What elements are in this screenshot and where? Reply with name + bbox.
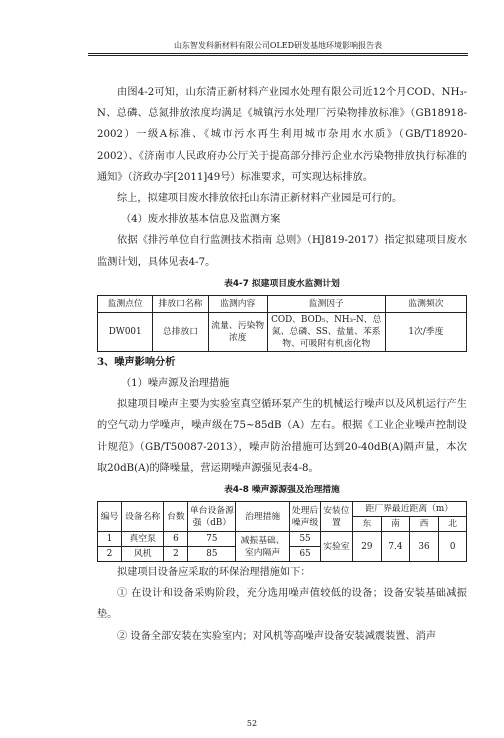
table-header-cell: 单台设备源强（dB） [188,502,236,532]
paragraph-wastewater-compliance: 由图4-2可知，山东清正新材料产业园水处理有限公司近12个月COD、NH₃-N、总磷、总氮排放浓度均满足《城镇污水处理厂污染物排放标准》（GB18918-2002）一级A标准、《城市污水再生利用城市杂用水水质》（GB/T18920-2002）、《济南市人民政府办公厅关于提高部分排污企业水污染物排放执行标准的通知》（济政办字[2011]49号）标准要求，可实现达标排放。 [97,87,467,183]
table-row [98,532,467,547]
table-header-cell: 排放口名称 [153,295,208,312]
table-header-cell: 西 [409,517,439,532]
paragraph-measure-2: ② 设备全部安装在实验室内；对风机等高噪声设备安装减震装置、消声 [117,630,437,642]
paragraph-measures-intro: 拟建项目设备应采取的环保治理措施如下： [117,567,311,579]
header-rule-thin [88,55,468,56]
table-header-row [98,502,467,517]
header-rule [88,53,468,54]
table-header-cell: 台数 [164,502,188,532]
table-header-cell: 监测频次 [385,295,466,312]
table-header-cell: 编号 [98,502,122,532]
wastewater-monitoring-table [97,295,467,352]
table-cell: 75 [188,532,236,547]
table-cell: 2 [98,547,122,562]
table-cell: 1 [98,532,122,547]
table-cell: 36 [409,532,439,562]
table-cell: 减振基础、室内隔声 [236,532,290,562]
table-cell: 85 [188,547,236,562]
table-header-cell: 北 [439,517,467,532]
paragraph-subheading-monitoring: （4）废水排放基本信息及监测方案 [121,214,281,226]
table-cell: 1次/季度 [385,312,466,351]
table-cell: 流量、污染物浓度 [208,312,267,351]
table-cell: 29 [352,532,382,562]
table-header-cell: 监测内容 [208,295,267,312]
page-number: 52 [246,719,258,728]
table-cell: 7.4 [382,532,410,562]
table-cell: 55 [289,532,320,547]
table-header-cell: 监测因子 [267,295,385,312]
table-caption-4-7: 表4-7 拟建项目废水监测计划 [224,278,340,289]
table-cell: 总排放口 [153,312,208,351]
document-body [97,82,467,647]
table-cell: 6 [164,532,188,547]
paragraph-monitoring-plan: 依据《排污单位自行监测技术指南 总则》（HJ819-2017）指定拟建项目废水监测计划，具体见表4-7。 [97,235,467,268]
table-header-cell: 东 [352,517,382,532]
table-cell: 0 [439,532,467,562]
paragraph-measure-1: ① 在设计和设备采购阶段，充分选用噪声值较低的设备；设备安装基础减振垫。 [97,588,467,621]
table-header-cell: 监测点位 [98,295,153,312]
table-header-row [98,295,467,312]
table-cell: 实验室 [321,532,352,562]
paragraph-subheading-noise-source: （1）噪声源及治理措施 [121,378,230,390]
table-header-cell: 南 [382,517,410,532]
table-row [98,312,467,351]
page-header: 山东智发科新材料有限公司OLED研发基地环境影响报告表 [173,41,383,50]
table-caption-4-8: 表4-8 噪声源源强及治理措施 [224,485,340,496]
noise-source-table [97,501,467,562]
table-cell: COD、BOD₅、NH₃-N、总氮、总磷、SS、盐量、苯系物、可吸附有机卤化物 [267,312,385,351]
paragraph-noise-description: 拟建项目噪声主要为实验室真空循环泵产生的机械运行噪声以及风机运行产生的空气动力学噪声，噪声级在75~85dB（A）左右。根据《工业企业噪声控制设计规范》（GB/T50087-2013），噪声防治措施可达到20-40dB(A)隔声量，本次取20dB(A)的降噪量，营运期噪声源强见表4-8。 [97,399,467,474]
table-header-cell: 设备名称 [121,502,163,532]
table-header-cell: 距厂界最近距离（m） [352,502,466,517]
paragraph-conclusion: 综上，拟建项目废水排放依托山东清正新材料产业园是可行的。 [117,193,403,205]
table-header-cell: 治理措施 [236,502,290,532]
table-header-cell: 安装位置 [321,502,352,532]
table-cell: 65 [289,547,320,562]
table-cell: 风机 [121,547,163,562]
table-cell: 真空泵 [121,532,163,547]
table-cell: DW001 [98,312,153,351]
section-heading-noise: 3、噪声影响分析 [97,355,176,368]
table-cell: 2 [164,547,188,562]
table-header-cell: 处理后噪声级 [289,502,320,532]
